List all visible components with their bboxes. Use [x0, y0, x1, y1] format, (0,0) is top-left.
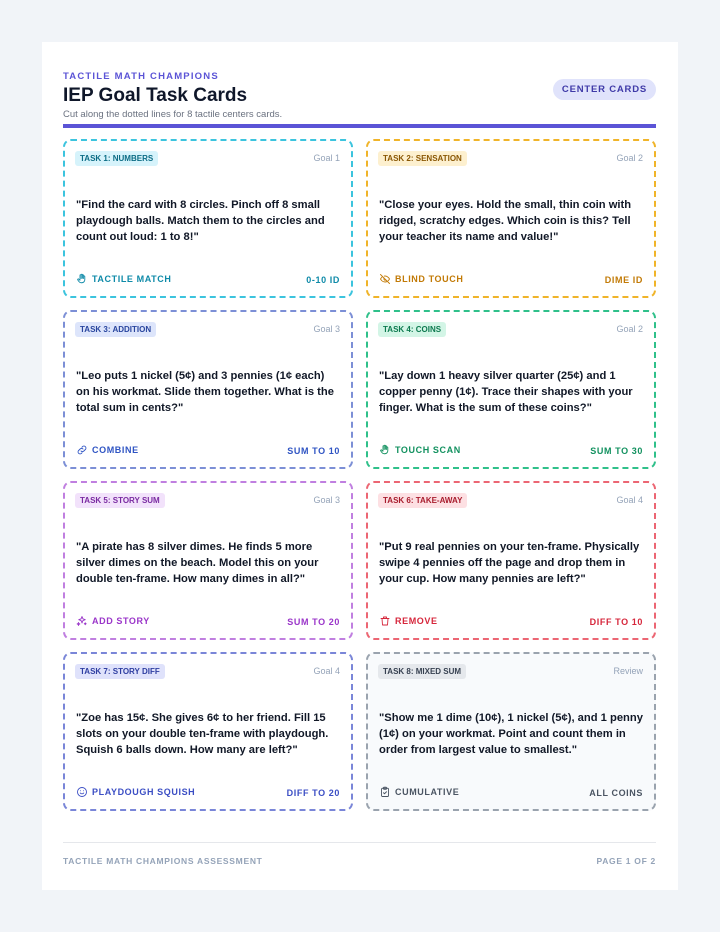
task-prompt: "Leo puts 1 nickel (5¢) and 3 pennies (1¢ each) on his workmat. Slide them together. What is the total sum in cents?"	[76, 370, 334, 414]
sheet-header	[63, 71, 656, 120]
activity-type	[379, 273, 463, 285]
task-card	[366, 139, 656, 298]
activity-label: ADD STORY	[92, 616, 150, 626]
footer-page-number: PAGE 1 OF 2	[596, 856, 656, 866]
skill-range: DIME ID	[604, 275, 643, 285]
task-card	[63, 481, 353, 640]
task-tag: TASK 4: COINS	[378, 322, 446, 337]
task-card	[366, 481, 656, 640]
task-prompt: "Put 9 real pennies on your ten-frame. Physically swipe 4 pennies off the page and drop them in your cup. How many pennies are left?"	[379, 541, 640, 585]
task-prompt: "A pirate has 8 silver dimes. He finds 5 more silver dimes on the beach. Model this on your double ten-frame. How many dimes in all?"	[76, 541, 319, 585]
task-tag: TASK 6: TAKE-AWAY	[378, 493, 467, 508]
eye-off-icon	[379, 273, 391, 285]
skill-range: DIFF TO 20	[286, 788, 340, 798]
activity-label: CUMULATIVE	[395, 787, 460, 797]
activity-type	[76, 444, 139, 456]
goal-label: Review	[613, 666, 643, 676]
skill-range: SUM TO 20	[287, 617, 340, 627]
goal-label: Goal 4	[313, 666, 340, 676]
activity-type	[76, 615, 150, 627]
hand-icon	[379, 444, 391, 456]
goal-label: Goal 1	[313, 153, 340, 163]
activity-label: COMBINE	[92, 445, 139, 455]
footer-divider	[63, 842, 656, 843]
goal-label: Goal 3	[313, 324, 340, 334]
task-tag: TASK 2: SENSATION	[378, 151, 467, 166]
skill-range: ALL COINS	[589, 788, 643, 798]
task-prompt: "Lay down 1 heavy silver quarter (25¢) and 1 copper penny (1¢). Trace their shapes with your finger. What is the sum of these coins?"	[379, 370, 633, 414]
program-kicker: TACTILE MATH CHAMPIONS	[63, 71, 219, 82]
activity-label: BLIND TOUCH	[395, 274, 464, 284]
clipboard-icon	[379, 786, 391, 798]
skill-range: SUM TO 10	[287, 446, 340, 456]
task-card	[63, 310, 353, 469]
hand-icon	[76, 273, 88, 285]
task-card	[63, 652, 353, 811]
activity-type	[76, 786, 195, 798]
task-tag: TASK 3: ADDITION	[75, 322, 156, 337]
task-card	[366, 310, 656, 469]
page-subtitle: Cut along the dotted lines for 8 tactile centers cards.	[63, 109, 283, 120]
sparkle-icon	[76, 615, 88, 627]
task-tag: TASK 7: STORY DIFF	[75, 664, 165, 679]
activity-label: TACTILE MATCH	[92, 274, 172, 284]
activity-type	[76, 273, 171, 285]
activity-label: PLAYDOUGH SQUISH	[92, 787, 196, 797]
task-prompt: "Show me 1 dime (10¢), 1 nickel (5¢), and 1 penny (1¢) on your workmat. Point and count them in order from largest value to smallest."	[379, 712, 643, 756]
activity-label: REMOVE	[395, 616, 438, 626]
footer-assessment-label: TACTILE MATH CHAMPIONS ASSESSMENT	[63, 856, 263, 866]
goal-label: Goal 2	[616, 324, 643, 334]
task-card	[63, 139, 353, 298]
activity-type	[379, 615, 438, 627]
header-divider	[63, 124, 656, 128]
activity-type	[379, 444, 461, 456]
link-icon	[76, 444, 88, 456]
goal-label: Goal 2	[616, 153, 643, 163]
skill-range: 0-10 ID	[306, 275, 340, 285]
skill-range: SUM TO 30	[590, 446, 643, 456]
task-prompt: "Zoe has 15¢. She gives 6¢ to her friend. Fill 15 slots on your double ten-frame with playdough. Squish 6 balls down. How many are left?"	[76, 712, 329, 756]
activity-type	[379, 786, 459, 798]
smile-icon	[76, 786, 88, 798]
skill-range: DIFF TO 10	[589, 617, 643, 627]
task-prompt: "Close your eyes. Hold the small, thin coin with ridged, scratchy edges. Which coin is this? Tell your teacher its name and value!"	[379, 199, 632, 243]
task-tag: TASK 8: MIXED SUM	[378, 664, 466, 679]
task-card	[366, 652, 656, 811]
activity-label: TOUCH SCAN	[395, 445, 461, 455]
goal-label: Goal 4	[616, 495, 643, 505]
task-tag: TASK 1: NUMBERS	[75, 151, 158, 166]
task-prompt: "Find the card with 8 circles. Pinch off 8 small playdough balls. Match them to the circles and count out loud: 1 to 8!"	[76, 199, 325, 243]
center-cards-badge: CENTER CARDS	[553, 79, 656, 100]
trash-icon	[379, 615, 391, 627]
task-tag: TASK 5: STORY SUM	[75, 493, 165, 508]
page-title: IEP Goal Task Cards	[63, 85, 248, 106]
task-card-sheet	[42, 42, 678, 890]
goal-label: Goal 3	[313, 495, 340, 505]
